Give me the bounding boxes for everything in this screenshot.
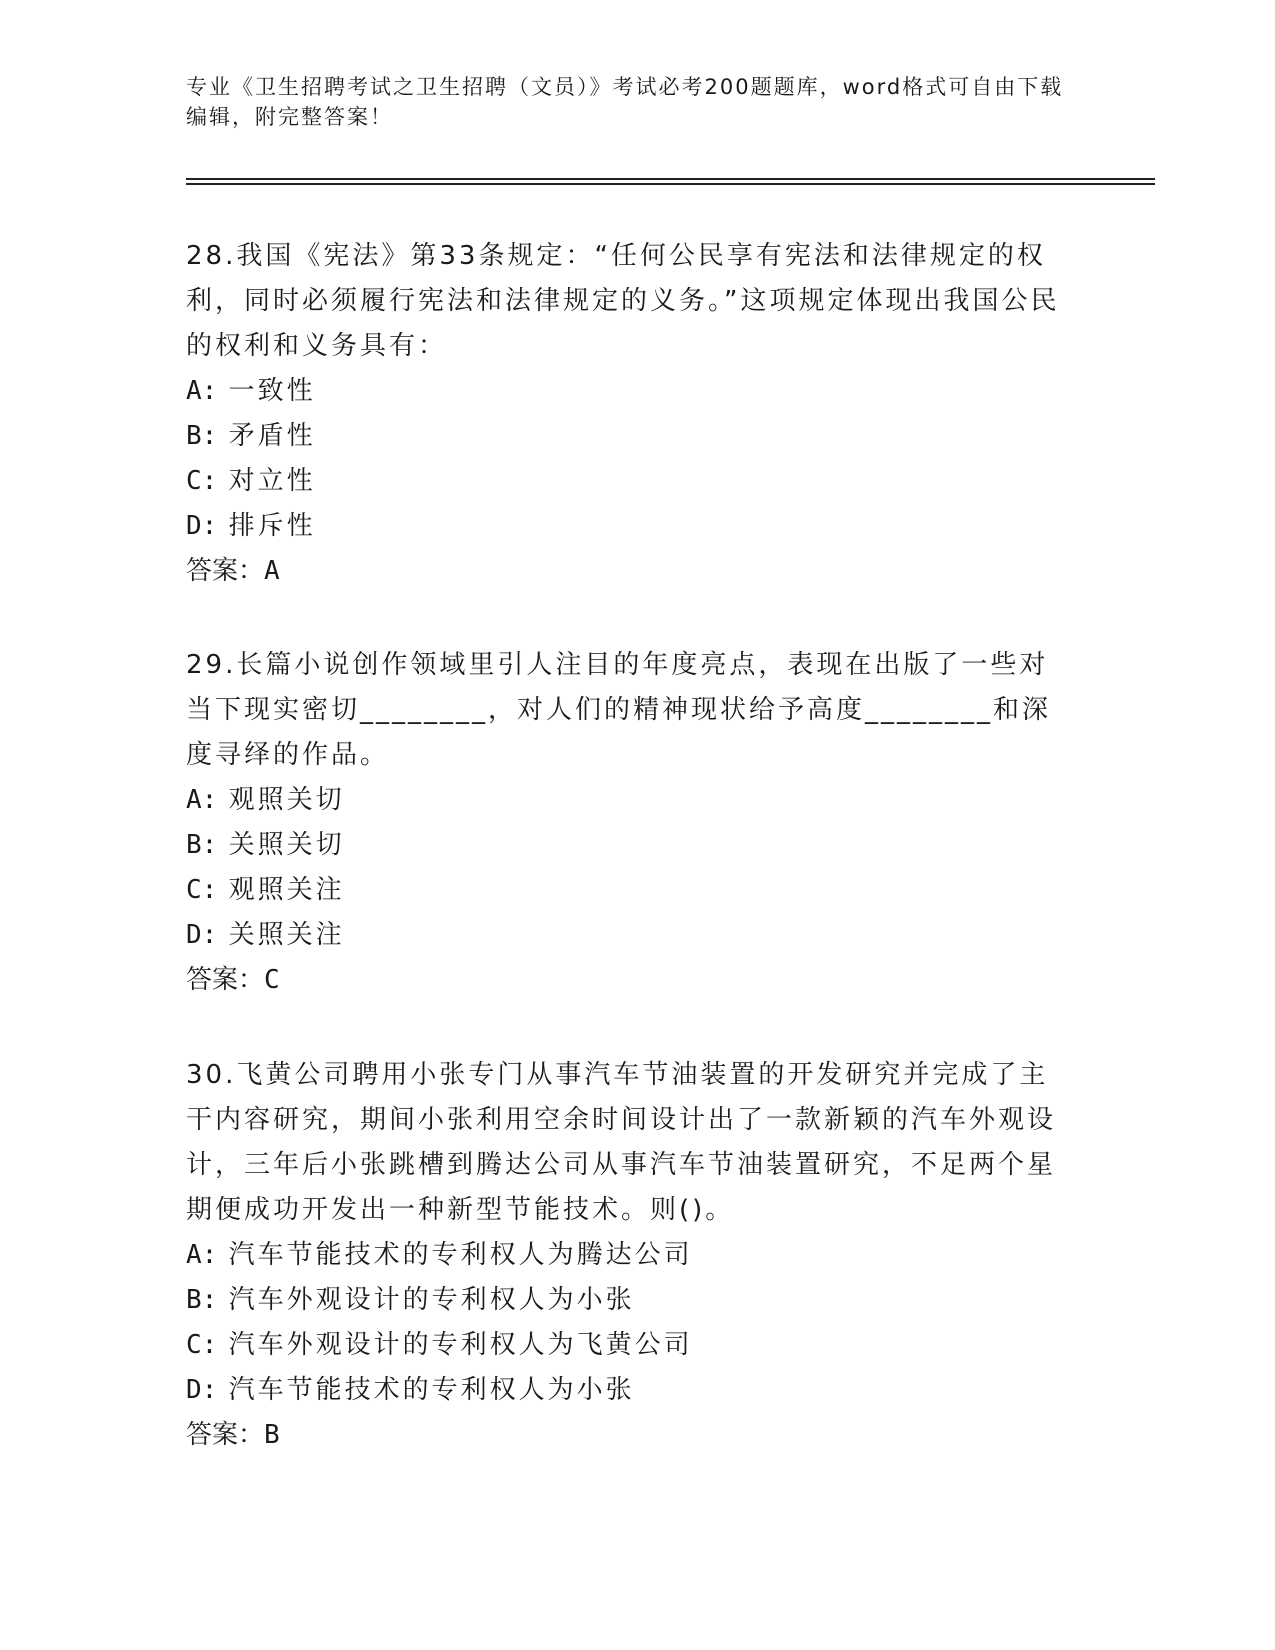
option-letter: D: xyxy=(186,511,218,541)
answer-value: B xyxy=(264,1420,280,1450)
question-stem xyxy=(186,234,1076,369)
document-intro: 专业《卫生招聘考试之卫生招聘（文员）》考试必考200题题库，word格式可自由下载编辑，附完整答案！ xyxy=(186,75,1064,129)
option-text: 关照关切 xyxy=(228,830,345,860)
option-text: 汽车节能技术的专利权人为腾达公司 xyxy=(228,1240,693,1270)
option-d xyxy=(186,913,1076,958)
header-divider-bottom xyxy=(186,183,1155,185)
answer-label: 答案： xyxy=(186,1420,265,1450)
question-stem xyxy=(186,1053,1076,1233)
option-letter: D: xyxy=(186,920,218,950)
option-letter: B: xyxy=(186,1285,218,1315)
option-a xyxy=(186,369,1076,414)
question-stem xyxy=(186,643,1076,778)
question-28 xyxy=(186,234,1076,594)
option-d xyxy=(186,504,1076,549)
option-c xyxy=(186,1323,1076,1368)
question-29 xyxy=(186,643,1076,1003)
option-b xyxy=(186,1278,1076,1323)
option-text: 关照关注 xyxy=(228,920,345,950)
header-divider-top xyxy=(186,178,1155,180)
option-letter: C: xyxy=(186,466,218,496)
option-letter: A: xyxy=(186,785,218,815)
answer-line xyxy=(186,549,1076,594)
answer-label: 答案： xyxy=(186,556,265,586)
option-letter: C: xyxy=(186,875,218,905)
option-text: 观照关注 xyxy=(228,875,345,905)
option-text: 汽车外观设计的专利权人为小张 xyxy=(228,1285,635,1315)
option-a xyxy=(186,778,1076,823)
question-text: 飞黄公司聘用小张专门从事汽车节油装置的开发研究并完成了主干内容研究，期间小张利用空余时间设计出了一款新颖的汽车外观设计，三年后小张跳槽到腾达公司从事汽车节油装置研究，不足两个星期便成功开发出一种新型节能技术。则()。 xyxy=(186,1060,1057,1225)
answer-value: C xyxy=(264,965,280,995)
option-text: 汽车节能技术的专利权人为小张 xyxy=(228,1375,635,1405)
option-b xyxy=(186,414,1076,459)
option-letter: A: xyxy=(186,1240,218,1270)
option-letter: A: xyxy=(186,376,218,406)
question-number: 28. xyxy=(186,241,237,271)
option-text: 对立性 xyxy=(228,466,316,496)
question-30 xyxy=(186,1053,1076,1458)
answer-value: A xyxy=(264,556,280,586)
option-text: 汽车外观设计的专利权人为飞黄公司 xyxy=(228,1330,693,1360)
question-number: 29. xyxy=(186,650,237,680)
answer-label: 答案： xyxy=(186,965,265,995)
option-b xyxy=(186,823,1076,868)
option-text: 一致性 xyxy=(228,376,316,406)
option-letter: B: xyxy=(186,421,218,451)
option-text: 排斥性 xyxy=(228,511,316,541)
option-text: 矛盾性 xyxy=(228,421,316,451)
option-c xyxy=(186,868,1076,913)
option-text: 观照关切 xyxy=(228,785,345,815)
option-letter: D: xyxy=(186,1375,218,1405)
answer-line xyxy=(186,958,1076,1003)
option-a xyxy=(186,1233,1076,1278)
option-letter: B: xyxy=(186,830,218,860)
answer-line xyxy=(186,1413,1076,1458)
option-d xyxy=(186,1368,1076,1413)
option-letter: C: xyxy=(186,1330,218,1360)
question-number: 30. xyxy=(186,1060,237,1090)
option-c xyxy=(186,459,1076,504)
question-text: 我国《宪法》第33条规定：“任何公民享有宪法和法律规定的权利，同时必须履行宪法和法律规定的义务。”这项规定体现出我国公民的权利和义务具有： xyxy=(186,241,1060,361)
question-text: 长篇小说创作领域里引人注目的年度亮点，表现在出版了一些对当下现实密切________，对人们的精神现状给予高度________和深度寻绎的作品。 xyxy=(186,650,1052,770)
